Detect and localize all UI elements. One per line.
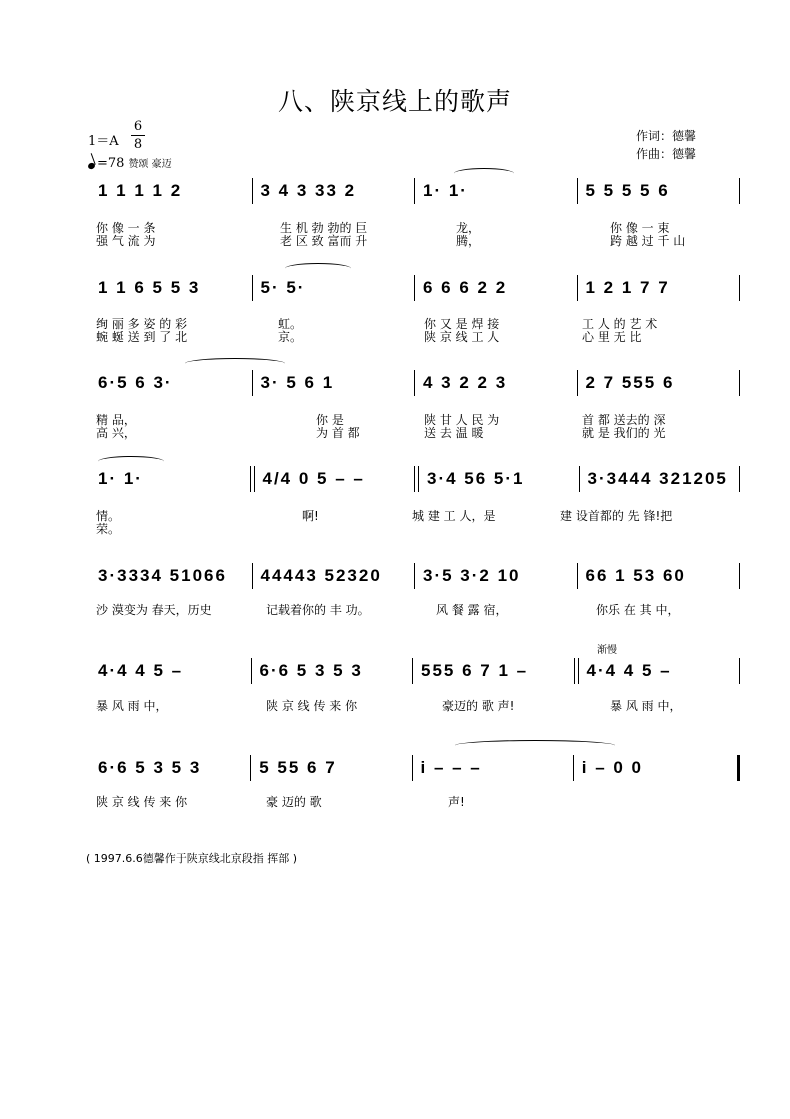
lyricist: 作词：德馨 — [636, 129, 697, 143]
lyric: 你 是 — [316, 413, 344, 427]
repeat-barline — [250, 466, 251, 492]
measure: 44443 52320 — [260, 566, 382, 585]
lyric: 为 首 都 — [316, 426, 360, 440]
lyric: 记载着你的 丰 功。 — [266, 603, 370, 617]
lyric: 豪迈的 歌 声! — [442, 699, 515, 713]
lyric: 暴 风 雨 中， — [610, 699, 682, 713]
lyric: 龙， — [456, 221, 481, 235]
measure: 6·5 6 3· — [98, 373, 173, 392]
measure: 4·4 4 5 – — [98, 661, 184, 680]
lyric: 送 去 温 暖 — [424, 426, 484, 440]
score-row-2 — [90, 275, 740, 301]
meter-bottom: 8 — [133, 137, 143, 152]
measure: 3·5 3·2 10 — [423, 566, 521, 585]
credits — [636, 127, 696, 163]
score-row-6 — [90, 658, 740, 684]
measure: 6 6 6 2 2 — [423, 278, 508, 297]
score-row-1 — [90, 178, 740, 204]
notes-line — [90, 466, 740, 492]
slur-mark — [455, 740, 615, 751]
score-row-3 — [90, 370, 740, 396]
lyric: 风 餐 露 宿， — [436, 603, 508, 617]
meter-line — [131, 135, 145, 136]
measure: 1· 1· — [423, 181, 468, 200]
lyric: 精 品， — [96, 413, 136, 427]
tempo-marking — [88, 155, 172, 171]
lyric: 你 像 一 条 — [96, 221, 156, 235]
barline — [739, 178, 740, 204]
lyric: 老 区 致 富而 升 — [280, 234, 368, 248]
lyric: 声! — [448, 795, 465, 809]
lyric: 荣。 — [96, 522, 121, 536]
score-row-7 — [90, 755, 740, 781]
key-signature: 1＝A — [88, 134, 119, 149]
final-barline — [737, 755, 740, 781]
slur-mark — [454, 168, 514, 179]
lyric: 你 又 是 焊 接 — [424, 317, 500, 331]
lyric: 豪 迈的 歌 — [266, 795, 322, 809]
measure: 3·4 56 5·1 — [427, 469, 525, 488]
lyric: 首 都 送去的 深 — [582, 413, 666, 427]
lyric: 跨 越 过 千 山 — [610, 234, 686, 248]
notes-line — [90, 275, 740, 301]
lyric: 陕 京 线 工 人 — [424, 330, 500, 344]
barline — [739, 466, 740, 492]
lyric: 陕 京 线 传 来 你 — [266, 699, 358, 713]
measure: i – 0 0 — [581, 758, 644, 777]
score-row-5 — [90, 563, 740, 589]
lyric: 沙 漠变为 春天，历史 — [96, 603, 212, 617]
lyric: 你乐 在 其 中， — [596, 603, 680, 617]
measure: 5 5 5 5 6 — [585, 181, 670, 200]
notes-line — [90, 563, 740, 589]
measure: 1· 1· — [98, 469, 143, 488]
measure: 4/4 0 5 – – — [262, 469, 365, 488]
lyric: 心 里 无 比 — [582, 330, 642, 344]
lyric: 暴 风 雨 中， — [96, 699, 168, 713]
lyric: 情。 — [96, 509, 121, 523]
notes-line — [90, 755, 740, 781]
lyric: 京。 — [278, 330, 303, 344]
barline — [739, 370, 740, 396]
slur-mark — [185, 358, 285, 369]
lyric: 蜿 蜒 送 到 了 北 — [96, 330, 188, 344]
meter-top: 6 — [133, 119, 143, 134]
tempo-expression: 赞颂 豪迈 — [128, 159, 172, 170]
lyric: 城 建 工 人，是 — [412, 509, 496, 523]
repeat-barline — [574, 658, 575, 684]
barline — [739, 563, 740, 589]
lyric: 绚 丽 多 姿 的 彩 — [96, 317, 188, 331]
quarter-note-icon — [87, 162, 96, 170]
measure: 6·6 5 3 5 3 — [259, 661, 363, 680]
lyric: 就 是 我们的 光 — [582, 426, 666, 440]
slur-mark — [98, 456, 164, 467]
score-row-4 — [90, 466, 740, 492]
lyric: 啊! — [302, 509, 319, 523]
composer: 作曲：德馨 — [636, 147, 697, 161]
lyric: 虹。 — [278, 317, 303, 331]
measure: 2 7 555 6 — [585, 373, 675, 392]
measure: 3 4 3 33 2 — [260, 181, 357, 200]
lyric: 强 气 流 为 — [96, 234, 156, 248]
measure: 4 3 2 2 3 — [423, 373, 508, 392]
measure: 1 1 6 5 5 3 — [98, 278, 201, 297]
lyric: 你 像 一 束 — [610, 221, 670, 235]
measure: 3·3444 321205 — [587, 469, 728, 488]
notes-line — [90, 178, 740, 204]
notes-line — [90, 658, 740, 684]
measure: 66 1 53 60 — [585, 566, 686, 585]
lyric: 陕 京 线 传 来 你 — [96, 795, 188, 809]
lyric: 腾， — [456, 234, 481, 248]
footer-note: ( 1997.6.6德馨作于陕京线北京段指 挥部 ) — [86, 852, 298, 865]
tempo-value: =78 — [97, 156, 125, 171]
lyric: 高 兴， — [96, 426, 136, 440]
measure: 555 6 7 1 – — [421, 661, 529, 680]
barline — [739, 658, 740, 684]
notes-line — [90, 370, 740, 396]
slur-mark — [285, 263, 351, 274]
measure: 6·6 5 3 5 3 — [98, 758, 202, 777]
barline — [739, 275, 740, 301]
tempo-change-annotation: 渐慢 — [597, 645, 617, 656]
measure: 4·4 4 5 – — [586, 661, 672, 680]
lyric: 工 人 的 艺 术 — [582, 317, 658, 331]
time-signature — [129, 118, 147, 153]
measure: 5· 5· — [260, 278, 306, 297]
lyric: 建 设首都的 先 锋!把 — [560, 509, 673, 523]
measure: 1 2 1 7 7 — [585, 278, 670, 297]
measure: 5 55 6 7 — [259, 758, 337, 777]
song-title: 八、陕京线上的歌声 — [277, 87, 512, 116]
measure: 1 1 1 1 2 — [98, 181, 183, 200]
lyric: 生 机 勃 勃的 巨 — [280, 221, 368, 235]
measure: i – – – — [420, 758, 482, 777]
lyric: 陕 甘 人 民 为 — [424, 413, 500, 427]
repeat-barline — [414, 466, 415, 492]
measure: 3·3334 51066 — [98, 566, 227, 585]
measure: 3· 5 6 1 — [260, 373, 335, 392]
